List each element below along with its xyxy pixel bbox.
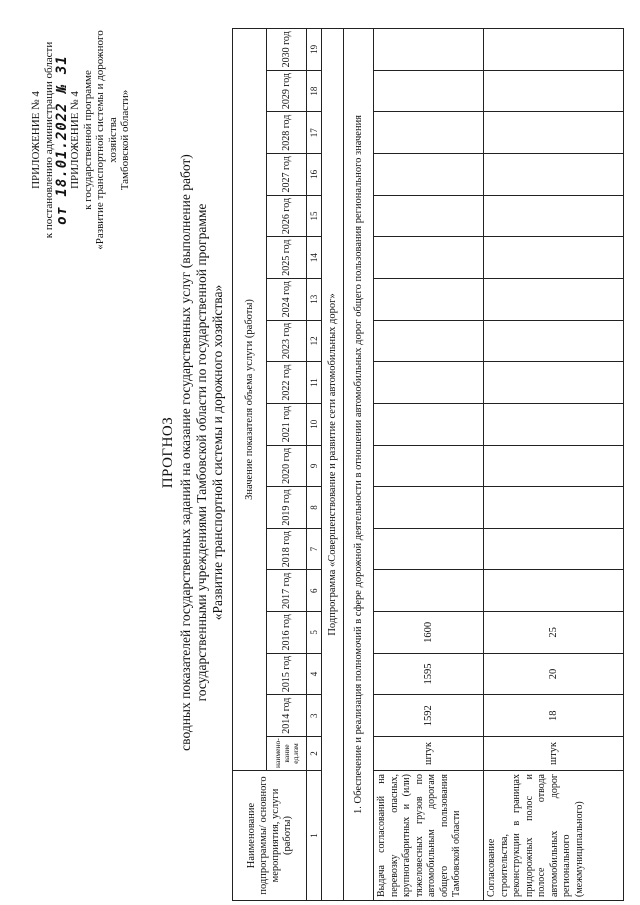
- column-number: 4: [307, 653, 322, 695]
- row-unit: штук: [374, 737, 484, 771]
- year-header: 2017 год: [267, 570, 307, 612]
- appendix-decree-ref: к постановлению администрации области: [42, 41, 55, 239]
- column-number: 13: [307, 278, 322, 320]
- row-value: [374, 528, 484, 570]
- row-value: [374, 570, 484, 612]
- heading-line-3: «Развитие транспортной системы и дорожного хозяйства»: [210, 284, 225, 621]
- column-number: 9: [307, 445, 322, 487]
- column-number: 8: [307, 487, 322, 529]
- year-header: 2018 год: [267, 528, 307, 570]
- row-value: [484, 237, 624, 279]
- table-row: [484, 28, 624, 900]
- row-value: [374, 445, 484, 487]
- column-number: 15: [307, 195, 322, 237]
- year-header: 2019 год: [267, 487, 307, 529]
- appendix-label: ПРИЛОЖЕНИЕ № 4: [30, 91, 42, 189]
- column-number: 10: [307, 403, 322, 445]
- column-number: 19: [307, 28, 322, 70]
- heading-line-2: государственными учреждениями Тамбовской области по государственной программе: [194, 203, 209, 702]
- column-number: 14: [307, 237, 322, 279]
- activity-title: 1. Обеспечение и реализация полномочий в сфере дорожной деятельности в отношении автомобильных дорог общего пользования регионального значения: [344, 28, 374, 900]
- row-value: 25: [484, 612, 624, 654]
- row-value: 1600: [374, 612, 484, 654]
- row-value: [484, 403, 624, 445]
- column-number: 5: [307, 612, 322, 654]
- row-value: [484, 362, 624, 404]
- row-value: [374, 403, 484, 445]
- forecast-table: [232, 28, 624, 901]
- year-header: 2021 год: [267, 403, 307, 445]
- appendix-stamp: [30, 15, 132, 265]
- row-value: [484, 195, 624, 237]
- year-header: 2025 год: [267, 237, 307, 279]
- name-column-header: Наименование подпрограммы/ основного мероприятия, услуги (работы): [233, 771, 307, 901]
- year-header: 2014 год: [267, 695, 307, 737]
- table-body: [322, 28, 624, 900]
- year-header-row: [267, 28, 307, 900]
- row-value: [484, 278, 624, 320]
- row-service-name: Согласование строительства, реконструкции в границах придорожных полос и полосе отвода автомобильных дорог регионального (межмуниципального): [484, 771, 624, 901]
- row-value: 18: [484, 695, 624, 737]
- heading-line-1: сводных показателей государственных заданий на оказание государственных услуг (выполнение работ): [178, 154, 193, 751]
- row-value: 20: [484, 653, 624, 695]
- year-header: 2027 год: [267, 154, 307, 196]
- indicator-column-header: Значение показателя объема услуги (работы): [233, 28, 267, 770]
- row-value: 1592: [374, 695, 484, 737]
- year-header: 2028 год: [267, 112, 307, 154]
- row-value: [374, 195, 484, 237]
- row-value: [484, 528, 624, 570]
- appendix-label-2: ПРИЛОЖЕНИЕ № 4: [69, 91, 81, 189]
- appendix-program-ref: к государственной программе: [81, 70, 94, 210]
- year-header: 2022 год: [267, 362, 307, 404]
- subprogram-row: [322, 28, 344, 900]
- row-value: [484, 570, 624, 612]
- row-value: [484, 487, 624, 529]
- row-value: [374, 154, 484, 196]
- appendix-program-name: «Развитие транспортной системы и дорожного хозяйства: [94, 30, 119, 250]
- column-number: 2: [307, 737, 322, 771]
- year-header: 2020 год: [267, 445, 307, 487]
- row-value: [374, 237, 484, 279]
- year-header: 2016 год: [267, 612, 307, 654]
- row-value: [484, 28, 624, 70]
- row-value: 1595: [374, 653, 484, 695]
- row-unit: штук: [484, 737, 624, 771]
- column-number: 11: [307, 362, 322, 404]
- row-value: [484, 112, 624, 154]
- row-value: [484, 445, 624, 487]
- year-header: 2029 год: [267, 70, 307, 112]
- document-title: ПРОГНОЗ: [160, 416, 176, 489]
- column-number: 12: [307, 320, 322, 362]
- column-number: 1: [307, 771, 322, 901]
- year-header: 2015 год: [267, 653, 307, 695]
- column-number: 16: [307, 154, 322, 196]
- column-number: 18: [307, 70, 322, 112]
- column-number: 6: [307, 570, 322, 612]
- row-value: [484, 70, 624, 112]
- year-header: 2024 год: [267, 278, 307, 320]
- row-service-name: Выдача согласований на перевозку опасных, крупногабаритных и (или) тяжеловесных грузов по автомобильным дорогам общего пользования Тамбовской области: [374, 771, 484, 901]
- row-value: [484, 154, 624, 196]
- row-value: [374, 70, 484, 112]
- row-value: [374, 278, 484, 320]
- table-row: [374, 28, 484, 900]
- row-value: [374, 320, 484, 362]
- row-value: [374, 362, 484, 404]
- row-value: [484, 320, 624, 362]
- activity-row: [344, 28, 374, 900]
- year-header: 2023 год: [267, 320, 307, 362]
- year-header: 2030 год: [267, 28, 307, 70]
- year-header: 2026 год: [267, 195, 307, 237]
- document-heading: [160, 20, 226, 885]
- column-number: 7: [307, 528, 322, 570]
- subprogram-title: Подпрограмма «Совершенствование и развитие сети автомобильных дорог»: [322, 28, 344, 900]
- row-value: [374, 112, 484, 154]
- column-number-row: [307, 28, 322, 900]
- appendix-program-region: Тамбовской области»: [119, 89, 131, 191]
- row-value: [374, 487, 484, 529]
- row-value: [374, 28, 484, 70]
- column-number: 3: [307, 695, 322, 737]
- column-number: 17: [307, 112, 322, 154]
- unit-column-header: наимено-вание ед.изм: [267, 737, 307, 771]
- handwritten-date-number: от 18.01.2022 № 31: [54, 55, 70, 225]
